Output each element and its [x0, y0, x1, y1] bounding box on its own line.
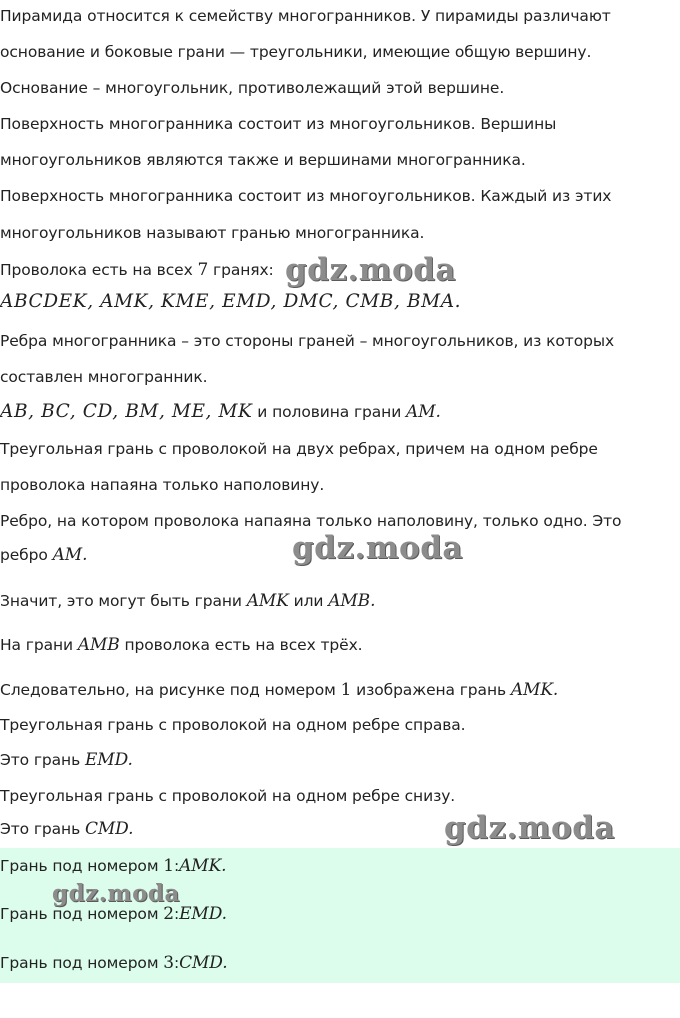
text-line-18: [0, 635, 362, 655]
math-expression: AMB: [77, 635, 120, 655]
text-segment: Грань под номером: [0, 857, 164, 875]
text-line-22: Треугольная грань с проволокой на одном ребре снизу.: [0, 787, 456, 805]
text-segment: изображена грань: [351, 681, 511, 699]
text-line-3: Основание – многоугольник, противолежащий этой вершине.: [0, 79, 505, 97]
text-segment: :: [173, 954, 180, 972]
text-line-16: [0, 545, 87, 565]
text-line-19: [0, 680, 558, 700]
watermark: gdz.moda: [52, 880, 180, 907]
text-segment: На грани: [0, 636, 78, 654]
text-segment: Грань под номером: [0, 954, 164, 972]
faces-list-math: ABCDEK, AMK, KME, EMD, DMC, CMB, BMA.: [0, 291, 462, 312]
text-line-7: многоугольников называют гранью многогранника.: [0, 224, 425, 242]
text-line-10: Ребра многогранника – это стороны граней – многоугольников, из которых: [0, 332, 615, 350]
text-line-8: [0, 260, 274, 280]
answer-line-1: [0, 856, 226, 876]
text-segment: Следовательно, на рисунке под номером: [0, 681, 341, 699]
math-number: 7: [197, 260, 209, 280]
text-segment: Это грань: [0, 751, 85, 769]
text-line-15: Ребро, на котором проволока напаяна только наполовину, только одно. Это: [0, 512, 622, 530]
answer-line-3: [0, 953, 228, 973]
text-segment: проволока есть на всех трёх.: [119, 636, 363, 654]
text-line-1: Пирамида относится к семейству многогранников. У пирамиды различают: [0, 7, 611, 25]
math-number: 1: [163, 856, 174, 876]
watermark: gdz.moda: [444, 810, 615, 846]
text-segment: ребро: [0, 546, 53, 564]
math-expression: AMB.: [328, 591, 376, 611]
watermark: gdz.moda: [292, 530, 463, 566]
text-line-23: [0, 819, 133, 839]
text-line-4: Поверхность многогранника состоит из многоугольников. Вершины: [0, 115, 557, 133]
text-segment: и половина грани: [252, 403, 407, 421]
text-segment: :: [173, 905, 180, 923]
watermark: gdz.moda: [285, 252, 456, 288]
text-segment: :: [173, 857, 180, 875]
text-line-17: [0, 591, 375, 611]
math-expression: CMD.: [84, 819, 134, 839]
text-segment: Значит, это могут быть грани: [0, 592, 247, 610]
text-line-13: Треугольная грань с проволокой на двух ребрах, причем на одном ребре: [0, 440, 598, 458]
answer-line-2: [0, 904, 227, 924]
text-segment: Грань под номером: [0, 905, 164, 923]
text-segment: или: [288, 592, 329, 610]
math-number: 3: [163, 953, 174, 973]
math-expression: AM.: [52, 545, 88, 565]
text-line-6: Поверхность многогранника состоит из многоугольников. Каждый из этих: [0, 187, 612, 205]
text-line-11: составлен многогранник.: [0, 368, 208, 386]
text-line-20: Треугольная грань с проволокой на одном ребре справа.: [0, 716, 466, 734]
math-expression: AMK.: [510, 680, 559, 700]
text-line-2: основание и боковые грани — треугольники, имеющие общую вершину.: [0, 43, 592, 61]
math-expression: CMD.: [179, 953, 228, 973]
text-line-14: проволока напаяна только наполовину.: [0, 476, 325, 494]
math-expression: EMD.: [179, 904, 227, 924]
text-segment: гранях:: [208, 261, 274, 279]
text-line-21: [0, 750, 133, 770]
math-number: 2: [163, 904, 174, 924]
math-expression: AMK: [246, 591, 289, 611]
edges-list-math: AB, BC, CD, BM, ME, MK: [0, 401, 253, 422]
math-expression: AM.: [406, 402, 441, 422]
text-segment: Проволока есть на всех: [0, 261, 198, 279]
text-segment: Это грань: [0, 820, 85, 838]
math-number: 1: [340, 680, 352, 700]
text-line-5: многоугольников являются также и вершинами многогранника.: [0, 151, 526, 169]
answer-box: [0, 848, 680, 983]
math-expression: AMK.: [179, 856, 227, 876]
text-line-12: [0, 401, 441, 422]
math-expression: EMD.: [84, 750, 133, 770]
